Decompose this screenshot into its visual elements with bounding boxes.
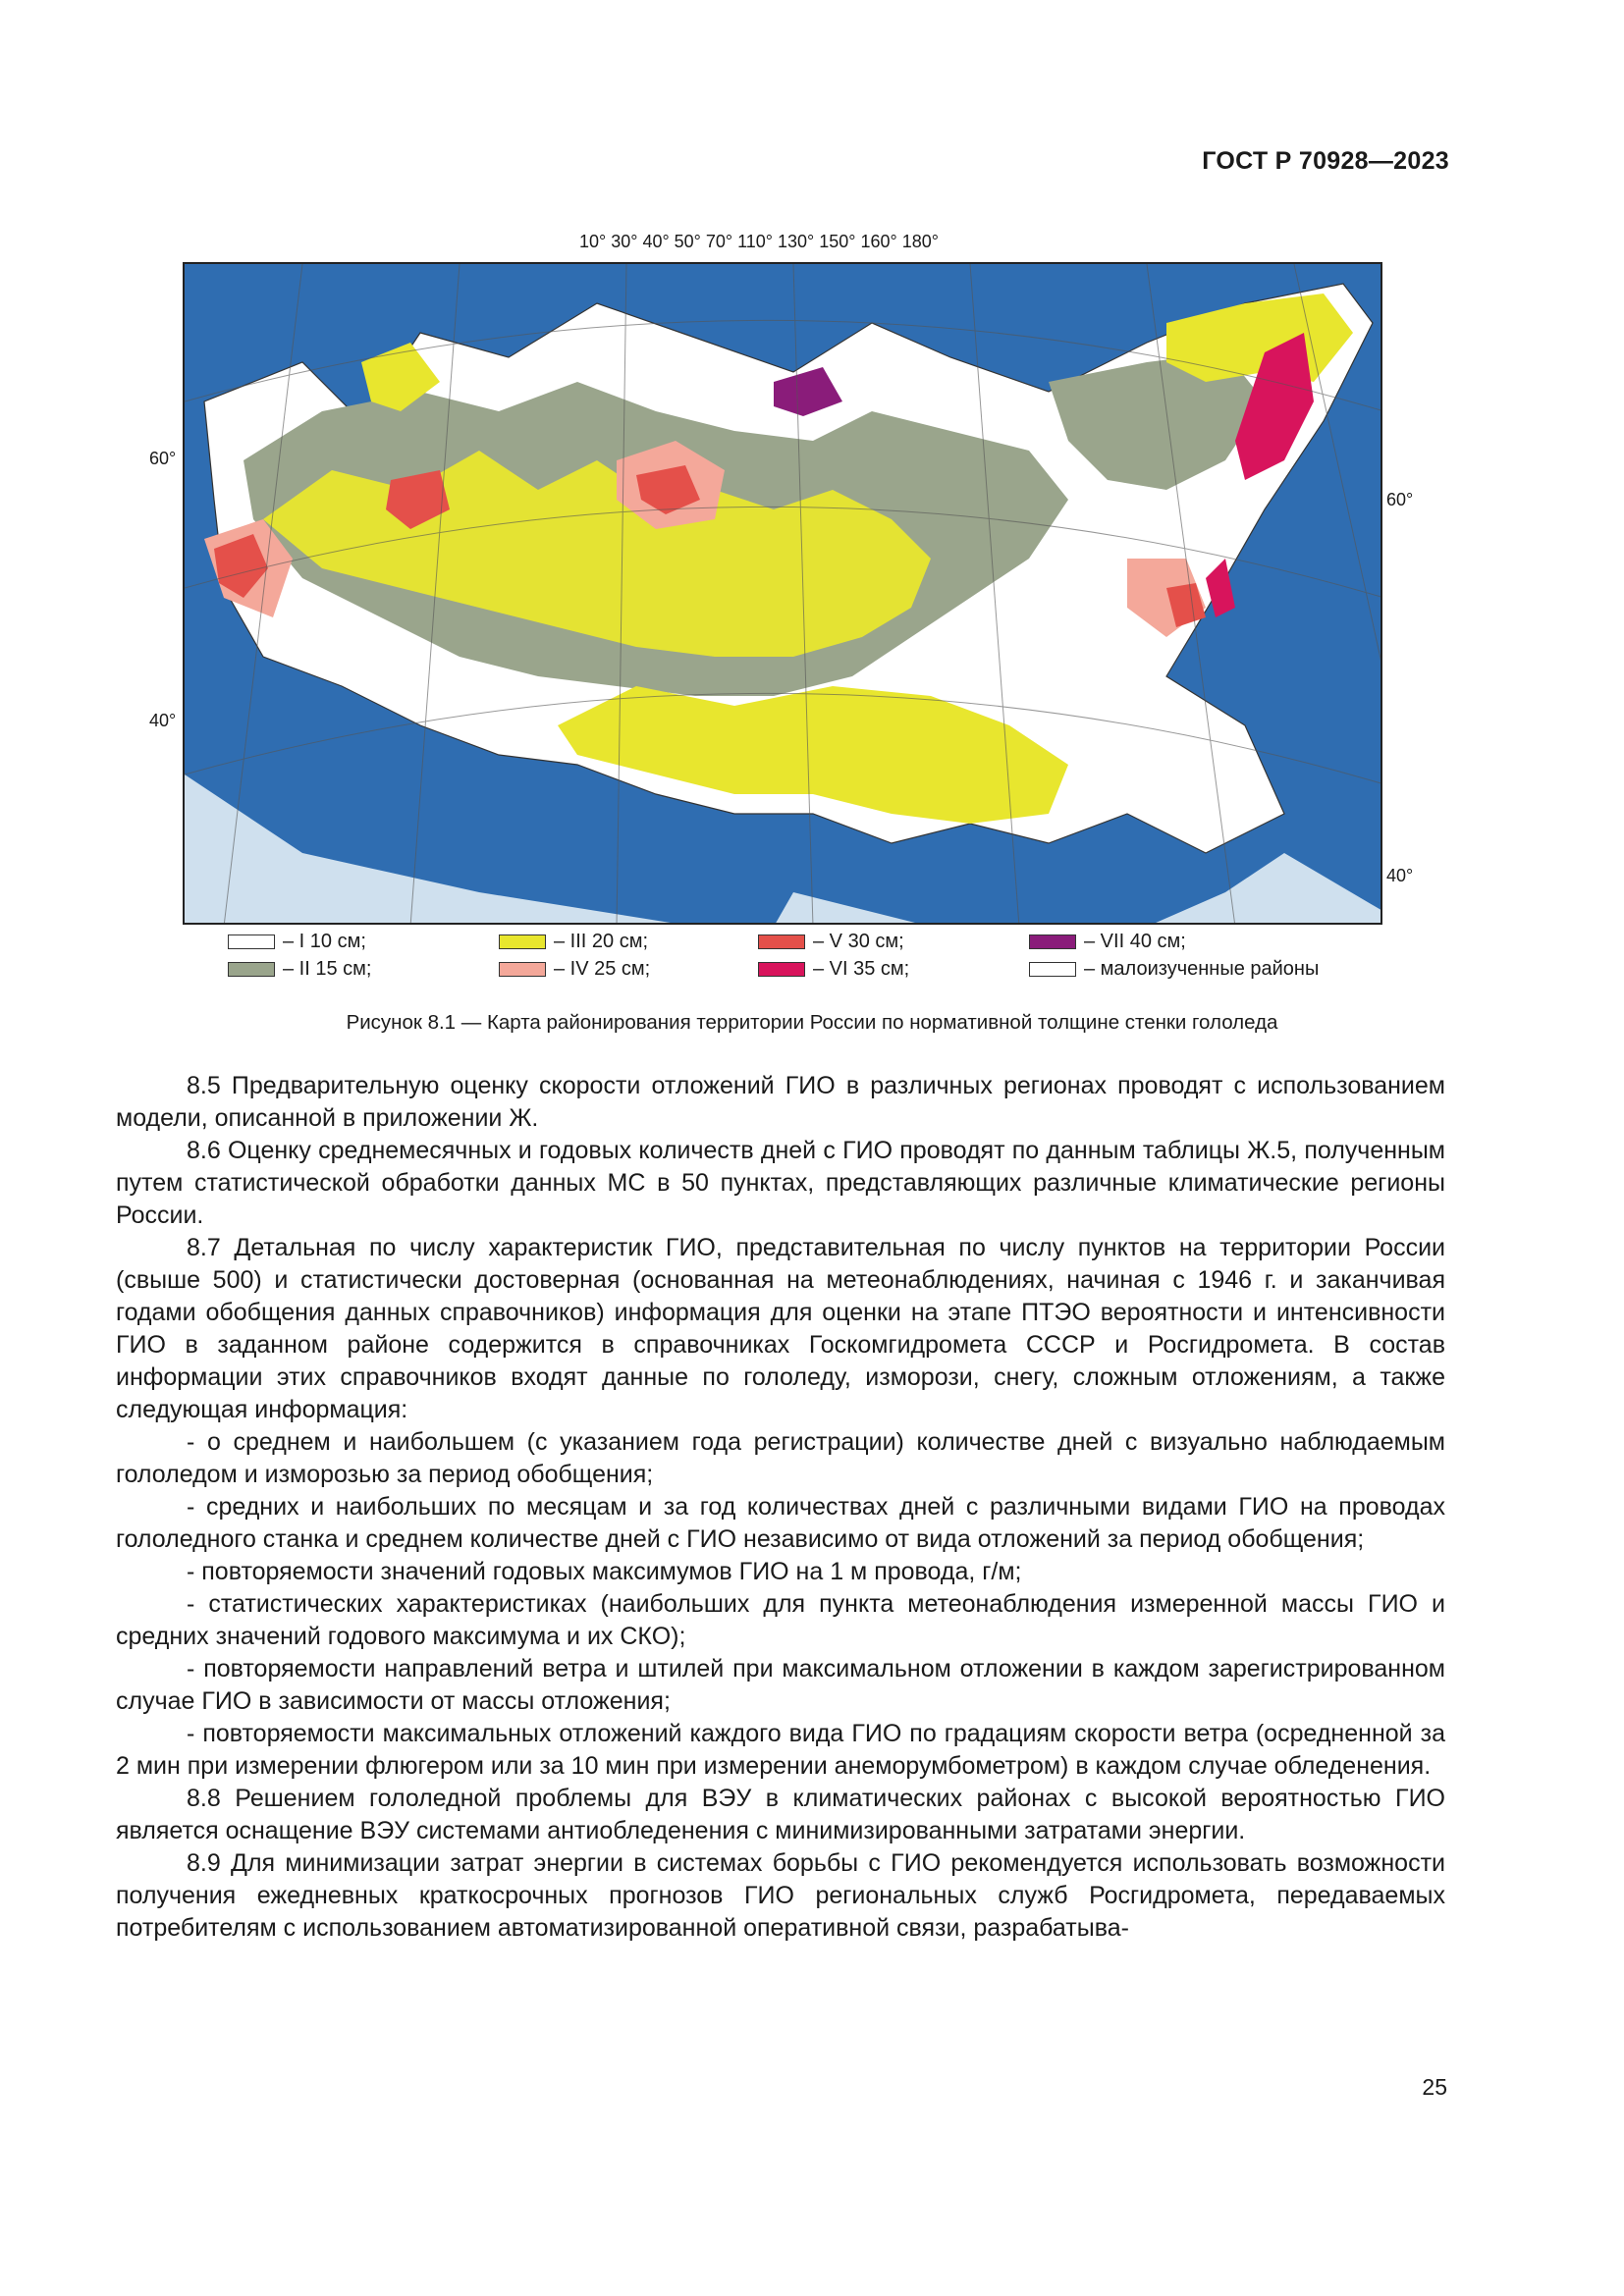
legend-swatch-iii bbox=[499, 934, 546, 949]
latitude-label-left-40: 40° bbox=[149, 711, 177, 730]
legend-swatch-iv bbox=[499, 962, 546, 977]
list-item: - средних и наибольших по месяцам и за год количествах дней с различными видами ГИО на проводах гололедного станка и среднем количестве дней с ГИО независимо от вида отложений за период обобщения; bbox=[116, 1493, 1445, 1553]
list-item: - статистических характеристиках (наибольших для пункта метеонаблюдения измеренной массы ГИО и средних значений годового максимума и их СКО); bbox=[116, 1590, 1445, 1650]
legend-swatch-vi bbox=[758, 962, 805, 977]
paragraph-8-9: 8.9 Для минимизации затрат энергии в системах борьбы с ГИО рекомендуется использовать возможности получения ежедневных краткосрочных прогнозов ГИО региональных служб Росгидромета, передаваемых потребителям с использованием автоматизированной оперативной связи, разрабатыва- bbox=[116, 1849, 1445, 1942]
list-item: - повторяемости направлений ветра и штилей при максимальном отложении в каждом зарегистрированном случае ГИО в зависимости от массы отложения; bbox=[116, 1655, 1445, 1715]
list-item: - повторяемости максимальных отложений каждого вида ГИО по градациям скорости ветра (осредненной за 2 мин при измерении флюгером или за 10 мин при измерении анеморумбометром) в каждом случае обледенения. bbox=[116, 1720, 1445, 1780]
legend-item-i bbox=[228, 931, 366, 953]
paragraph-8-7: 8.7 Детальная по числу характеристик ГИО, представительная по числу пунктов на территории России (свыше 500) и статистически достоверная (основанная на метеонаблюдениях, начиная с 1946 г. и заканчивая годами обобщения данных справочников) информация для оценки на этапе ПТЭО вероятности и интенсивности ГИО в заданном районе содержится в справочниках Госкомгидромета СССР и Росгидромета. В состав информации этих справочников входят данные по гололеду, изморози, снегу, сложным отложениям, а также следующая информация: bbox=[116, 1234, 1445, 1423]
figure-caption: Рисунок 8.1 — Карта районирования территории России по нормативной толщине стенки гололеда bbox=[346, 1011, 1278, 1034]
document-header: ГОСТ Р 70928—2023 bbox=[1202, 147, 1449, 175]
paragraph-8-5: 8.5 Предварительную оценку скорости отложений ГИО в различных регионах проводят с использованием модели, описанной в приложении Ж. bbox=[116, 1072, 1445, 1132]
legend-label-i: – I 10 см; bbox=[283, 931, 366, 952]
legend-item-vii bbox=[1029, 931, 1186, 953]
legend-item-iv bbox=[499, 958, 650, 981]
longitude-labels: 10° 30° 40° 50° 70° 110° 130° 150° 160° 180° bbox=[579, 232, 939, 251]
list-item: - повторяемости значений годовых максимумов ГИО на 1 м провода, г/м; bbox=[187, 1558, 1022, 1585]
legend-item-vi bbox=[758, 958, 909, 981]
legend-item-unstudied bbox=[1029, 958, 1319, 981]
legend-label-vii: – VII 40 см; bbox=[1084, 931, 1186, 952]
body-text bbox=[116, 1070, 1445, 1945]
legend-label-iv: – IV 25 см; bbox=[554, 958, 651, 980]
legend-swatch-vii bbox=[1029, 934, 1076, 949]
ice-zoning-map bbox=[183, 262, 1382, 925]
legend-swatch-i bbox=[228, 934, 275, 949]
legend-label-v: – V 30 см; bbox=[813, 931, 904, 952]
legend-label-vi: – VI 35 см; bbox=[813, 958, 910, 980]
legend-item-iii bbox=[499, 931, 648, 953]
paragraph-8-6: 8.6 Оценку среднемесячных и годовых количеств дней с ГИО проводят по данным таблицы Ж.5, полученным путем статистической обработки данных МС в 50 пунктах, представляющих различные климатические регионы России. bbox=[116, 1137, 1445, 1229]
legend-swatch-unstudied bbox=[1029, 962, 1076, 977]
legend-swatch-ii bbox=[228, 962, 275, 977]
legend-label-unstudied: – малоизученные районы bbox=[1084, 958, 1320, 980]
map-graphic bbox=[185, 264, 1382, 925]
list-item: - о среднем и наибольшем (с указанием года регистрации) количестве дней с визуально наблюдаемым гололедом и изморозью за период обобщения; bbox=[116, 1428, 1445, 1488]
legend-item-v bbox=[758, 931, 904, 953]
map-legend bbox=[228, 931, 1386, 986]
legend-swatch-v bbox=[758, 934, 805, 949]
paragraph-8-8: 8.8 Решением гололедной проблемы для ВЭУ в климатических районах с высокой вероятностью ГИО является оснащение ВЭУ системами антиобледенения с минимизированными затратами энергии. bbox=[116, 1785, 1445, 1844]
page-number: 25 bbox=[1422, 2074, 1447, 2100]
latitude-label-right-60: 60° bbox=[1386, 490, 1414, 509]
latitude-label-right-40: 40° bbox=[1386, 866, 1414, 885]
legend-item-ii bbox=[228, 958, 371, 981]
legend-label-iii: – III 20 см; bbox=[554, 931, 649, 952]
legend-label-ii: – II 15 см; bbox=[283, 958, 372, 980]
latitude-label-left-60: 60° bbox=[149, 449, 177, 468]
